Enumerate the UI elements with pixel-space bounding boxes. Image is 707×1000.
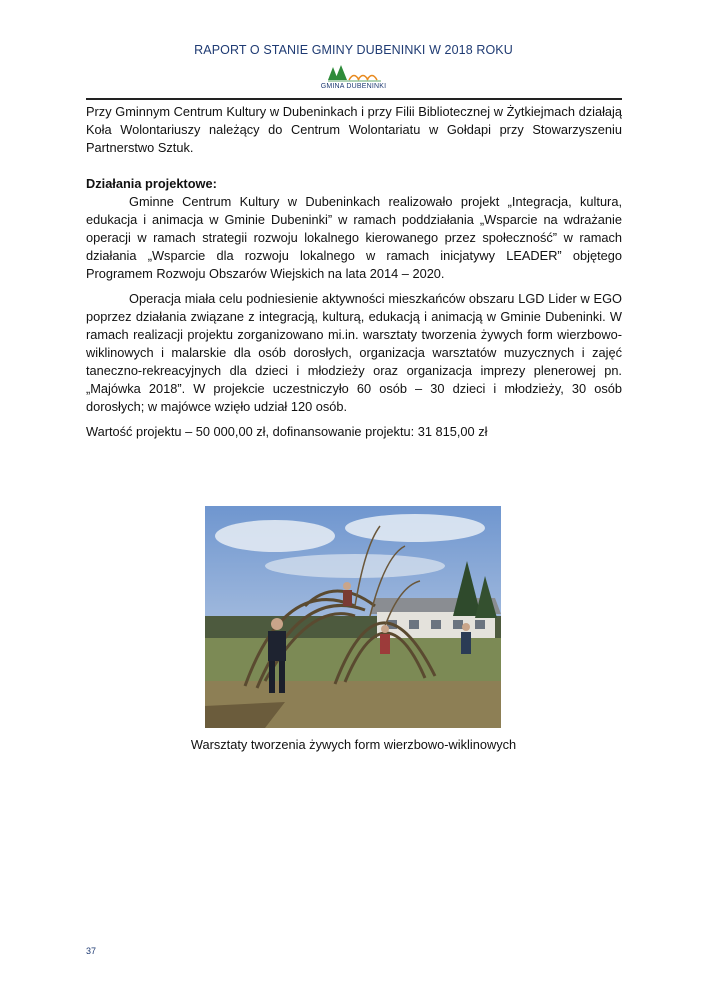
section-heading: Działania projektowe: [86,176,217,191]
header-title: RAPORT O STANIE GMINY DUBENINKI W 2018 ROKU [194,43,513,57]
paragraph-project: Gminne Centrum Kultury w Dubeninkach realizowało projekt „Integracja, kultura, edukacja i animacja w Gminie Dubeninki” w ramach poddziałania „Wsparcie na wdrażanie operacji w ramach strategii rozwoju lokalnego kierowanego przez społeczność” w ramach działania „Wsparcie dla rozwoju lokalnego w ramach inicjatywy LEADER” objętego Programem Rozwoju Obszarów Wiejskich na lata 2014 – 2020. [86,194,622,281]
header-divider [86,98,622,100]
paragraph-volunteers: Przy Gminnym Centrum Kultury w Dubeninkach i przy Filii Bibliotecznej w Żytkiejmach działają Koła Wolontariuszy należący do Centrum Wolontariatu w Gołdapi przy Stowarzyszeniu Partnerstwo Sztuk. [86,104,622,155]
figure-caption: Warsztaty tworzenia żywych form wierzbowo-wiklinowych [190,737,517,752]
paragraph-project-value: Wartość projektu – 50 000,00 zł, dofinansowanie projektu: 31 815,00 zł [86,424,488,439]
page-number: 37 [86,946,97,956]
workshop-photo [205,506,501,728]
main-content [86,103,622,441]
logo-text: GMINA DUBENINKI [320,83,387,90]
paragraph-operation: Operacja miała celu podniesienie aktywności mieszkańców obszaru LGD Lider w EGO poprzez działania związane z integracją, kulturą, edukacją i animacją w Gminie Dubeninki. W ramach realizacji projektu zorganizowano mi.in. warsztaty tworzenia żywych form wierzbowo-wiklinowych i malarskie dla osób dorosłych, organizacja warsztatów muzycznych i zajęć taneczno-rekreacyjnych dla dzieci i młodzieży oraz organizacja imprezy plenerowej pn. „Majówka 2018”. W projekcie uczestniczyło 60 osób – 30 dzieci i młodzieży, 30 osób dorosłych; w majówce wzięło udział 120 osób. [86,291,622,414]
